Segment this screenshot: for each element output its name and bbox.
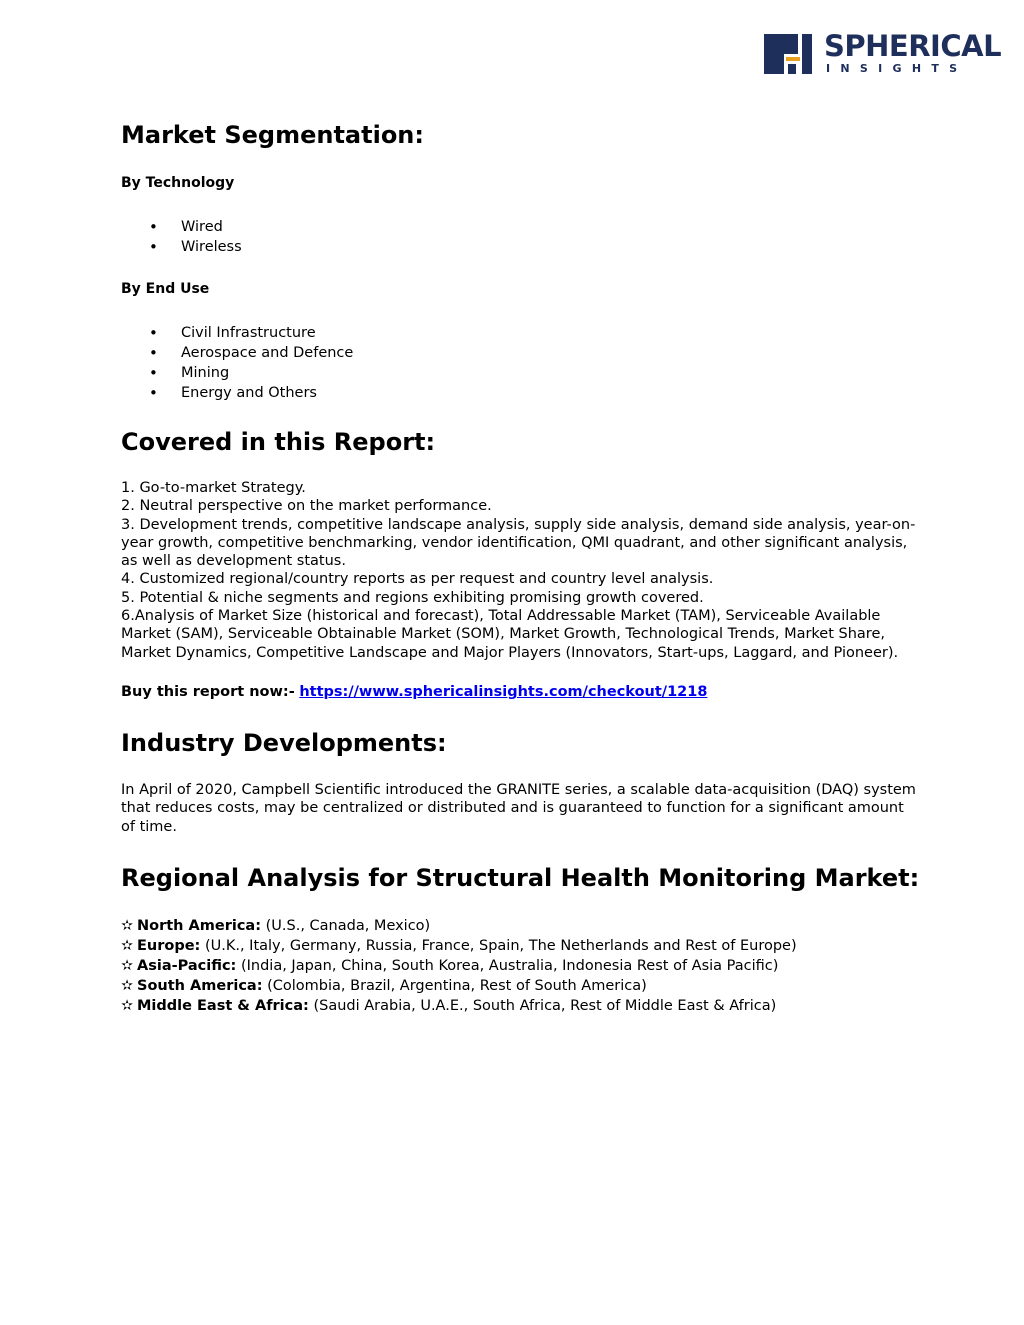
list-item: 4. Customized regional/country reports as per request and country level analysis. — [121, 571, 714, 588]
region-countries: (U.K., Italy, Germany, Russia, France, Spain, The Netherlands and Rest of Europe) — [204, 937, 797, 954]
technology-label: By Technology — [121, 175, 235, 191]
region-row — [121, 996, 921, 1016]
logo-mark-icon — [764, 30, 812, 78]
checkout-link[interactable]: https://www.sphericalinsights.com/checkout/1218 — [299, 683, 708, 700]
list-item: 6.Analysis of Market Size (historical and forecast), Total Addressable Market (TAM), Serviceable Available Market (SAM), Serviceable Obtainable Market (SOM), Market Growth, Technological Trends, Market Share, Market Dynamics, Competitive Landscape and Major Players (Innovators, Start-ups, Laggard, and Pioneer). — [121, 608, 899, 661]
star-icon: ✫ — [121, 917, 134, 934]
region-row — [121, 956, 921, 976]
buy-label: Buy this report now:- — [121, 683, 295, 700]
logo-subtitle: INSIGHTS — [826, 62, 968, 75]
star-icon: ✫ — [121, 937, 134, 954]
segmentation-heading: Market Segmentation: — [121, 121, 424, 149]
list-item: • Aerospace and Defence — [121, 343, 921, 363]
star-icon: ✫ — [121, 957, 134, 974]
logo-word: SPHERICAL — [824, 29, 1002, 63]
list-item: 1. Go-to-market Strategy. — [121, 480, 306, 496]
spherical-insights-logo — [764, 29, 1002, 78]
region-countries: (Colombia, Brazil, Argentina, Rest of South America) — [267, 977, 647, 994]
list-item: • Energy and Others — [121, 383, 921, 403]
document-body — [121, 118, 921, 1016]
region-countries: (Saudi Arabia, U.A.E., South Africa, Rest of Middle East & Africa) — [313, 997, 777, 1014]
region-name: Asia-Pacific: — [137, 957, 237, 974]
star-icon: ✫ — [121, 997, 134, 1014]
list-item: 2. Neutral perspective on the market performance. — [121, 498, 492, 515]
covered-list — [121, 479, 921, 662]
region-name: North America: — [137, 917, 262, 934]
technology-list — [121, 217, 921, 257]
end-use-list — [121, 323, 921, 403]
regional-list — [121, 916, 921, 1016]
end-use-label: By End Use — [121, 281, 210, 297]
list-item: • Wired — [121, 217, 921, 237]
region-name: Middle East & Africa: — [137, 997, 309, 1014]
region-countries: (U.S., Canada, Mexico) — [265, 917, 431, 934]
region-name: Europe: — [137, 937, 201, 954]
region-countries: (India, Japan, China, South Korea, Australia, Indonesia Rest of Asia Pacific) — [240, 957, 779, 974]
region-row — [121, 976, 921, 996]
covered-heading: Covered in this Report: — [121, 428, 436, 456]
list-item: 5. Potential & niche segments and regions exhibiting promising growth covered. — [121, 589, 704, 606]
list-item: • Wireless — [121, 237, 921, 257]
regional-heading: Regional Analysis for Structural Health Monitoring Market: — [121, 863, 920, 892]
region-name: South America: — [137, 977, 263, 994]
developments-text: In April of 2020, Campbell Scientific introduced the GRANITE series, a scalable data-acquisition (DAQ) system that reduces costs, may be centralized or distributed and is guaranteed to function for a significant amount of time. — [121, 781, 916, 835]
list-item: 3. Development trends, competitive landscape analysis, supply side analysis, demand side analysis, year-on-year growth, competitive benchmarking, vendor identification, QMI quadrant, and other significant analysis, as well as development status. — [121, 516, 916, 570]
region-row — [121, 936, 921, 956]
developments-heading: Industry Developments: — [121, 728, 447, 757]
list-item: • Mining — [121, 363, 921, 383]
list-item: • Civil Infrastructure — [121, 323, 921, 343]
region-row — [121, 916, 921, 936]
star-icon: ✫ — [121, 977, 134, 994]
buy-line — [121, 683, 921, 701]
